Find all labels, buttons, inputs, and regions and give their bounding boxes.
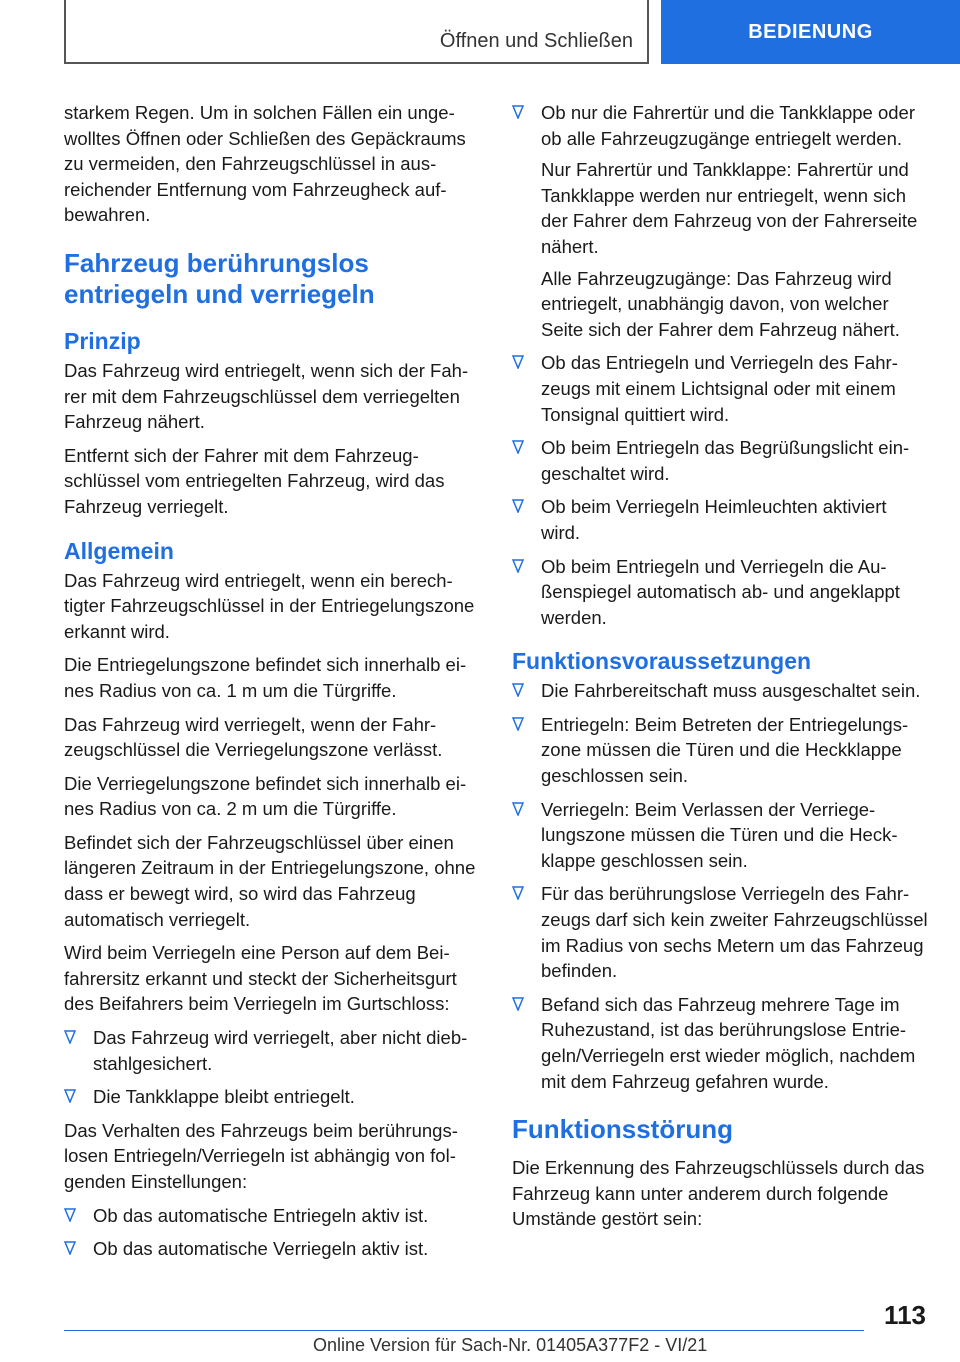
triangle-bullet-icon <box>512 440 524 454</box>
list-item <box>512 100 928 342</box>
bullet-list <box>64 1203 478 1262</box>
left-column <box>64 100 478 1270</box>
prinzip-heading: Prinzip <box>64 327 141 354</box>
page-number: 113 <box>884 1300 926 1330</box>
list-item-text: Verriegeln: Beim Verlassen der Verriegelungszone müssen die Türen und die Heckklappe geschlossen sein. <box>541 798 898 871</box>
paragraph: Das Fahrzeug wird entriegelt, wenn sich der Fahrer mit dem Fahrzeugschlüssel dem verriegelten Fahrzeug nähert. <box>64 359 469 433</box>
allgemein-heading: Allgemein <box>64 537 174 564</box>
bullet-list <box>512 678 928 1094</box>
paragraph: Die Erkennung des Fahrzeugschlüssels durch das Fahrzeug kann unter anderem durch folgende Umstände gestört sein: <box>512 1157 925 1230</box>
list-item <box>512 992 928 1094</box>
list-item-text: Ob beim Entriegeln das Begrüßungslicht eingeschaltet wird. <box>541 437 910 484</box>
chapter-tab[interactable]: BEDIENUNG <box>661 0 960 64</box>
list-item-text: Entriegeln: Beim Betreten der Entriegelungszone müssen die Türen und die Heckklappe geschlossen sein. <box>541 713 909 787</box>
footer-divider <box>64 1330 864 1331</box>
intro-paragraph: starkem Regen. Um in solchen Fällen ein ungewolltes Öffnen oder Schließen des Gepäckraums zu vermeiden, den Fahrzeugschlüssel in ausreichender Entfernung vom Fahrzeugheck aufbewahren. <box>64 102 466 226</box>
list-sub-paragraph: Nur Fahrertür und Tankklappe: Fahrertür und Tankklappe werden nur entriegelt, wenn sich der Fahrer dem Fahrzeug von der Fahrerseite nähert. <box>541 159 918 257</box>
triangle-bullet-icon <box>512 355 524 369</box>
list-item <box>64 1084 478 1110</box>
triangle-bullet-icon <box>64 1030 76 1044</box>
list-item <box>512 494 928 545</box>
list-item <box>512 678 928 704</box>
triangle-bullet-icon <box>64 1089 76 1103</box>
list-item <box>512 712 928 789</box>
triangle-bullet-icon <box>512 559 524 573</box>
list-item-text: Ob beim Entriegeln und Verriegeln die Außenspiegel automatisch ab- und angeklappt werden. <box>541 555 900 628</box>
list-item-text: Das Fahrzeug wird verriegelt, aber nicht diebstahlgesichert. <box>93 1027 468 1074</box>
list-sub-paragraph: Alle Fahrzeugzugänge: Das Fahrzeug wird entriegelt, unabhängig davon, von welcher Seite sich der Fahrer dem Fahrzeug nähert. <box>541 267 900 340</box>
list-item <box>512 435 928 486</box>
triangle-bullet-icon <box>512 105 524 119</box>
paragraph: Die Entriegelungszone befindet sich innerhalb eines Radius von ca. 1 m um die Türgriffe. <box>64 654 467 701</box>
triangle-bullet-icon <box>64 1208 76 1222</box>
paragraph: Entfernt sich der Fahrer mit dem Fahrzeugschlüssel vom entriegelten Fahrzeug, wird das Fahrzeug verriegelt. <box>64 444 445 517</box>
section-heading: Fahrzeug berührungslos entriegeln und verriegeln <box>64 247 375 309</box>
paragraph: Befindet sich der Fahrzeugschlüssel über einen längeren Zeitraum in der Entriegelungszone, ohne dass er bewegt wird, so wird das Fahrzeug automatisch verriegelt. <box>64 831 476 930</box>
paragraph: Das Fahrzeug wird verriegelt, wenn der Fahrzeugschlüssel die Verriegelungszone verlässt. <box>64 713 443 761</box>
paragraph: Wird beim Verriegeln eine Person auf dem Beifahrersitz erkannt und steckt der Sicherheitsgurt des Beifahrers beim Verriegeln im Gurtschloss: <box>64 942 457 1015</box>
list-item <box>64 1025 478 1076</box>
bullet-list <box>64 1025 478 1110</box>
list-item-text: Für das berührungslose Verriegeln des Fahrzeugs darf sich kein zweiter Fahrzeugschlüssel im Radius von sechs Metern um das Fahrzeug befinden. <box>541 883 928 982</box>
list-item-text: Befand sich das Fahrzeug mehrere Tage im Ruhezustand, ist das berührungslose Entriegeln/Verriegeln erst wieder möglich, nachdem mit dem Fahrzeug gefahren wurde. <box>541 993 916 1092</box>
list-item-text: Ob das automatische Verriegeln aktiv ist. <box>93 1238 429 1260</box>
list-item <box>512 554 928 631</box>
triangle-bullet-icon <box>512 802 524 816</box>
triangle-bullet-icon <box>512 997 524 1011</box>
list-item-text: Ob nur die Fahrertür und die Tankklappe oder ob alle Fahrzeugzugänge entriegelt werden. <box>541 102 916 149</box>
triangle-bullet-icon <box>512 886 524 900</box>
paragraph: Die Verriegelungszone befindet sich innerhalb eines Radius von ca. 2 m um die Türgriffe. <box>64 772 467 820</box>
section-title: Öffnen und Schließen <box>439 30 633 52</box>
triangle-bullet-icon <box>512 499 524 513</box>
paragraph: Das Fahrzeug wird entriegelt, wenn ein berechtigter Fahrzeugschlüssel in der Entriegelungszone erkannt wird. <box>64 569 475 642</box>
func-heading: Funktionsvoraussetzungen <box>512 648 812 675</box>
list-item-text: Die Tankklappe bleibt entriegelt. <box>93 1086 355 1108</box>
list-item <box>512 797 928 874</box>
triangle-bullet-icon <box>512 717 524 731</box>
right-column <box>512 100 928 1240</box>
stoerung-heading: Funktionsstörung <box>512 1114 733 1145</box>
triangle-bullet-icon <box>512 683 524 697</box>
list-item <box>512 350 928 427</box>
list-item-text: Ob das Entriegeln und Verriegeln des Fahrzeugs mit einem Lichtsignal oder mit einem Tonsignal quittiert wird. <box>541 352 898 425</box>
list-item <box>512 881 928 983</box>
footer-text: Online Version für Sach-Nr. 01405A377F2 - VI/21 <box>313 1335 708 1355</box>
list-item <box>64 1203 478 1229</box>
triangle-bullet-icon <box>64 1241 76 1255</box>
paragraph: Das Verhalten des Fahrzeugs beim berührungslosen Entriegeln/Verriegeln ist abhängig von folgenden Einstellungen: <box>64 1119 458 1192</box>
header-section-box <box>64 0 649 64</box>
bullet-list <box>512 100 928 630</box>
list-item-text: Ob beim Verriegeln Heimleuchten aktiviert wird. <box>541 496 887 543</box>
list-item-text: Die Fahrbereitschaft muss ausgeschaltet sein. <box>541 680 921 702</box>
list-item-text: Ob das automatische Entriegeln aktiv ist. <box>93 1204 429 1226</box>
list-item <box>64 1236 478 1262</box>
